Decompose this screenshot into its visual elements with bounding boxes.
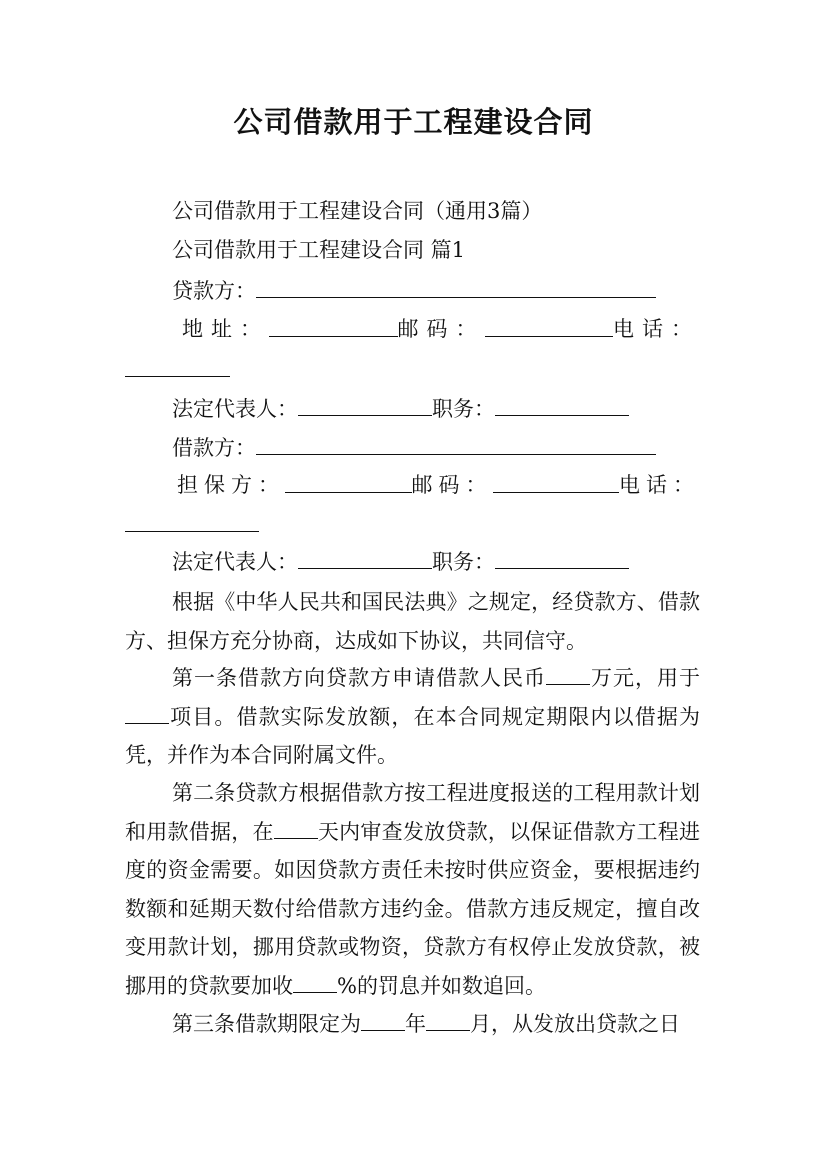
duty2-blank	[495, 546, 629, 569]
article-2	[125, 774, 700, 1005]
guarantor-phone-label: 电话：	[619, 473, 700, 497]
phone-blank-line	[125, 354, 230, 385]
borrower-label: 借款方：	[172, 436, 256, 460]
guarantor-phone-blank	[125, 509, 259, 532]
project-blank	[125, 701, 169, 724]
legal-rep-line	[172, 393, 629, 424]
borrower-line	[172, 432, 656, 463]
amount-blank	[546, 662, 590, 685]
duty-label: 职务：	[432, 397, 495, 421]
guarantor-line	[125, 470, 700, 500]
duty2-label: 职务：	[432, 550, 495, 574]
legal-rep-blank	[298, 393, 432, 416]
part-heading: 公司借款用于工程建设合同 篇1	[172, 238, 466, 262]
article-2-text-c: %的罚息并如数追回。	[337, 973, 546, 998]
lender-line	[172, 275, 656, 306]
article-3	[125, 1005, 700, 1044]
guarantor-postcode-label: 邮码：	[411, 473, 493, 497]
days-blank	[274, 816, 318, 839]
article-3-text-a: 第三条借款期限定为	[172, 1012, 361, 1036]
address-line	[125, 314, 700, 344]
legal-rep2-line	[172, 546, 629, 577]
guarantor-label: 担保方：	[177, 473, 285, 497]
article-1-text-c: 项目。借款实际发放额，在本合同规定期限内以借据为凭，并作为本合同附属文件。	[125, 704, 700, 767]
penalty-rate-blank	[293, 970, 337, 993]
months-blank	[426, 1008, 470, 1031]
article-1	[125, 659, 700, 775]
duty-blank	[495, 393, 629, 416]
article-3-text-c: 月，从发放出贷款之日	[470, 1012, 680, 1036]
legal-rep2-blank	[298, 546, 432, 569]
lender-label: 贷款方：	[172, 279, 256, 303]
guarantor-blank	[285, 470, 412, 493]
address-label: 地址：	[182, 317, 269, 341]
postcode-label: 邮码：	[397, 317, 485, 341]
guarantor-postcode-blank	[493, 470, 620, 493]
lender-blank	[256, 275, 656, 298]
intro-paragraph: 根据《中华人民共和国民法典》之规定，经贷款方、借款方、担保方充分协商，达成如下协议，共同信守。	[125, 590, 700, 653]
postcode-blank	[485, 314, 614, 337]
phone-label: 电话：	[613, 317, 700, 341]
article-1-text-b: 万元，用于	[590, 666, 700, 690]
subtitle: 公司借款用于工程建设合同（通用3篇）	[172, 199, 543, 223]
legal-rep2-label: 法定代表人：	[172, 550, 298, 574]
legal-rep-label: 法定代表人：	[172, 397, 298, 421]
guarantor-phone-blank-line	[125, 509, 259, 540]
phone-blank	[125, 354, 230, 377]
article-3-text-b: 年	[405, 1012, 426, 1036]
years-blank	[361, 1008, 405, 1031]
borrower-blank	[256, 432, 656, 455]
article-2-text-a: 第二条贷款方根据借款方按工程进度报送的工程用款计划和用款借据，在	[125, 781, 700, 844]
address-blank	[269, 314, 398, 337]
article-2-text-b: 天内审查发放贷款，以保证借款方工程进度的资金需要。如因贷款方责任未按时供应资金，要根据违约数额和延期天数付给借款方违约金。借款方违反规定，擅自改变用款计划，挪用贷款或物资，贷款方有权停止发放贷款，被挪用的贷款要加收	[125, 819, 701, 998]
document-title: 公司借款用于工程建设合同	[233, 105, 594, 139]
article-1-text-a: 第一条借款方向贷款方申请借款人民币	[172, 666, 546, 690]
